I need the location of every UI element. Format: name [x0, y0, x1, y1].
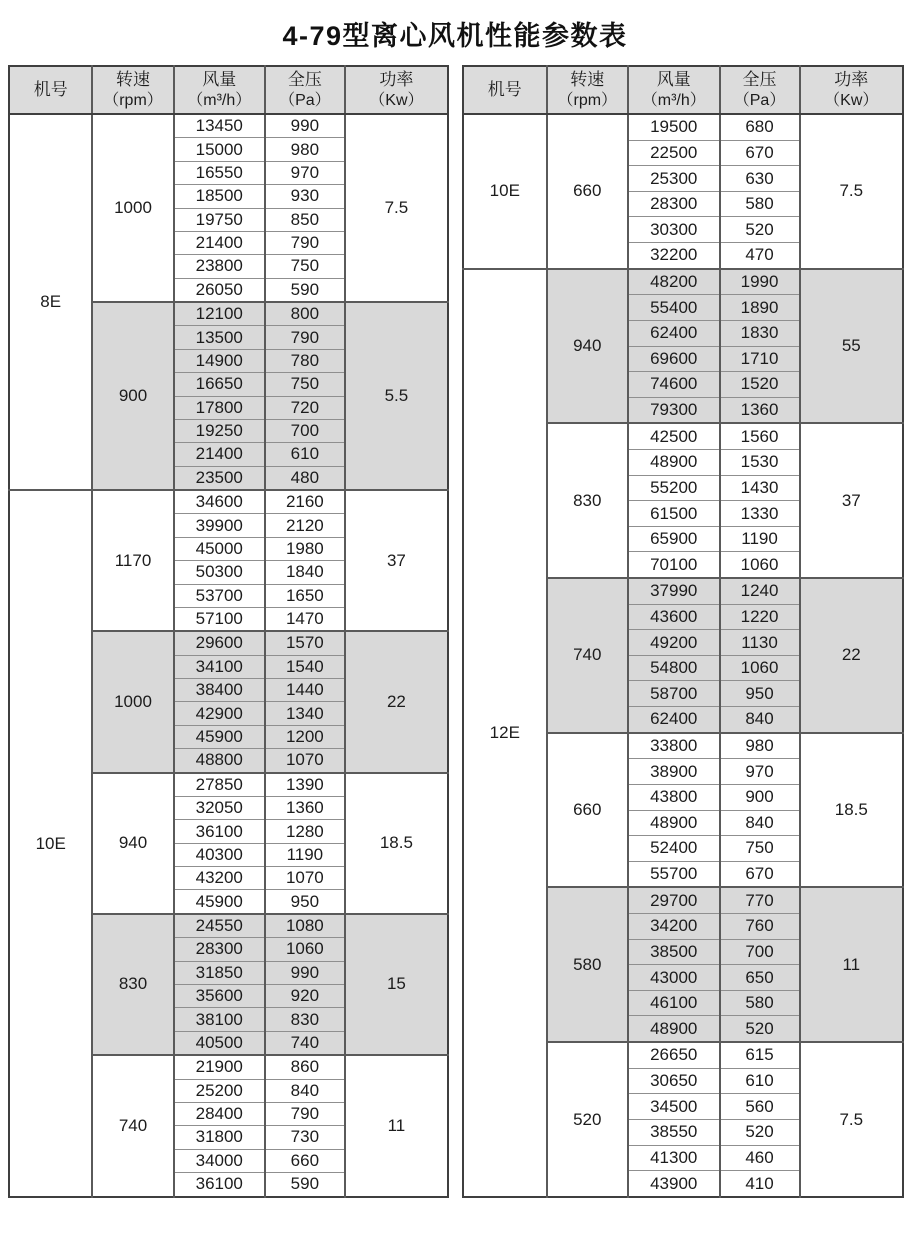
- pressure-cell: 580: [720, 990, 800, 1016]
- table-row: [9, 490, 448, 514]
- pressure-cell: 860: [265, 1055, 345, 1079]
- power-cell: 15: [345, 914, 448, 1055]
- rpm-cell: 660: [547, 114, 628, 269]
- flow-cell: 65900: [628, 526, 720, 552]
- pressure-cell: 520: [720, 1016, 800, 1042]
- flow-cell: 13450: [174, 114, 265, 138]
- pressure-cell: 1070: [265, 749, 345, 773]
- flow-cell: 38900: [628, 759, 720, 785]
- power-cell: 18.5: [345, 773, 448, 914]
- power-cell: 7.5: [345, 114, 448, 302]
- power-cell: 7.5: [800, 1042, 903, 1197]
- column-label: 转速: [116, 70, 150, 90]
- pressure-cell: 900: [720, 785, 800, 811]
- pressure-cell: 800: [265, 302, 345, 326]
- power-cell: 7.5: [800, 114, 903, 269]
- flow-cell: 38400: [174, 679, 265, 702]
- rpm-cell: 740: [92, 1055, 173, 1197]
- model-cell: 12E: [463, 269, 547, 1197]
- pressure-cell: 610: [265, 443, 345, 466]
- flow-cell: 16650: [174, 373, 265, 396]
- flow-cell: 36100: [174, 1172, 265, 1197]
- flow-cell: 34100: [174, 655, 265, 678]
- pressure-cell: 1190: [720, 526, 800, 552]
- flow-cell: 43000: [628, 965, 720, 991]
- column-unit: （rpm）: [103, 91, 163, 109]
- rpm-cell: 580: [547, 887, 628, 1042]
- model-cell: 10E: [463, 114, 547, 269]
- flow-cell: 48800: [174, 749, 265, 773]
- column-label: 功率: [834, 70, 869, 90]
- pressure-cell: 470: [720, 243, 800, 269]
- pressure-cell: 1190: [265, 843, 345, 866]
- pressure-cell: 650: [720, 965, 800, 991]
- pressure-cell: 980: [720, 733, 800, 759]
- page-title: 4-79型离心风机性能参数表: [282, 21, 628, 51]
- pressure-cell: 1520: [720, 372, 800, 398]
- flow-cell: 42900: [174, 702, 265, 725]
- flow-cell: 41300: [628, 1145, 720, 1171]
- flow-cell: 22500: [628, 140, 720, 166]
- column-label: 机号: [33, 79, 68, 99]
- column-label: 风量: [656, 70, 691, 90]
- flow-cell: 79300: [628, 397, 720, 423]
- power-cell: 22: [345, 631, 448, 772]
- flow-cell: 26650: [628, 1042, 720, 1068]
- rpm-cell: 1000: [92, 114, 173, 302]
- table-row: [463, 269, 903, 295]
- flow-cell: 27850: [174, 773, 265, 797]
- pressure-cell: 1560: [720, 423, 800, 449]
- pressure-cell: 1060: [720, 655, 800, 681]
- flow-cell: 30650: [628, 1068, 720, 1094]
- rpm-cell: 940: [92, 773, 173, 914]
- pressure-cell: 1280: [265, 820, 345, 843]
- flow-cell: 17800: [174, 396, 265, 419]
- rpm-cell: 740: [547, 578, 628, 733]
- pressure-cell: 2160: [265, 490, 345, 514]
- pressure-cell: 1440: [265, 679, 345, 702]
- flow-cell: 13500: [174, 326, 265, 349]
- pressure-cell: 1060: [265, 938, 345, 961]
- pressure-cell: 790: [265, 1102, 345, 1125]
- flow-cell: 26050: [174, 278, 265, 302]
- pressure-cell: 750: [265, 255, 345, 278]
- rpm-cell: 660: [547, 733, 628, 888]
- pressure-cell: 1890: [720, 295, 800, 321]
- pressure-cell: 1650: [265, 584, 345, 607]
- flow-cell: 45000: [174, 537, 265, 560]
- flow-cell: 12100: [174, 302, 265, 326]
- flow-cell: 23800: [174, 255, 265, 278]
- flow-cell: 38100: [174, 1008, 265, 1031]
- flow-cell: 69600: [628, 346, 720, 372]
- pressure-cell: 1840: [265, 561, 345, 584]
- fan-performance-table-right: [462, 65, 904, 1198]
- flow-cell: 36100: [174, 820, 265, 843]
- pressure-cell: 615: [720, 1042, 800, 1068]
- flow-cell: 40500: [174, 1031, 265, 1055]
- pressure-cell: 1570: [265, 631, 345, 655]
- flow-cell: 28300: [628, 191, 720, 217]
- header-row: [9, 66, 448, 114]
- flow-cell: 34600: [174, 490, 265, 514]
- flow-cell: 30300: [628, 217, 720, 243]
- pressure-cell: 980: [265, 138, 345, 161]
- pressure-cell: 750: [265, 373, 345, 396]
- pressure-cell: 1530: [720, 450, 800, 476]
- pressure-cell: 1980: [265, 537, 345, 560]
- flow-cell: 53700: [174, 584, 265, 607]
- flow-cell: 31800: [174, 1126, 265, 1149]
- pressure-cell: 950: [265, 890, 345, 914]
- column-unit: （Kw）: [369, 91, 424, 109]
- pressure-cell: 610: [720, 1068, 800, 1094]
- pressure-cell: 770: [720, 887, 800, 913]
- flow-cell: 42500: [628, 423, 720, 449]
- pressure-cell: 460: [720, 1145, 800, 1171]
- flow-cell: 46100: [628, 990, 720, 1016]
- flow-cell: 48900: [628, 450, 720, 476]
- flow-cell: 55700: [628, 861, 720, 887]
- column-header-pressure: [720, 66, 800, 114]
- flow-cell: 50300: [174, 561, 265, 584]
- pressure-cell: 1710: [720, 346, 800, 372]
- flow-cell: 43800: [628, 785, 720, 811]
- pressure-cell: 1330: [720, 501, 800, 527]
- pressure-cell: 790: [265, 326, 345, 349]
- pressure-cell: 590: [265, 278, 345, 302]
- rpm-cell: 900: [92, 302, 173, 490]
- flow-cell: 74600: [628, 372, 720, 398]
- flow-cell: 70100: [628, 552, 720, 578]
- flow-cell: 25200: [174, 1079, 265, 1102]
- power-cell: 11: [800, 887, 903, 1042]
- flow-cell: 62400: [628, 320, 720, 346]
- pressure-cell: 1060: [720, 552, 800, 578]
- column-header-power: [800, 66, 903, 114]
- rpm-cell: 1000: [92, 631, 173, 772]
- flow-cell: 48200: [628, 269, 720, 295]
- table-row: [9, 114, 448, 138]
- column-label: 功率: [379, 70, 414, 90]
- power-cell: 5.5: [345, 302, 448, 490]
- flow-cell: 14900: [174, 349, 265, 372]
- flow-cell: 55400: [628, 295, 720, 321]
- flow-cell: 24550: [174, 914, 265, 938]
- pressure-cell: 930: [265, 185, 345, 208]
- pressure-cell: 1080: [265, 914, 345, 938]
- pressure-cell: 1540: [265, 655, 345, 678]
- column-label: 风量: [202, 70, 237, 90]
- pressure-cell: 720: [265, 396, 345, 419]
- pressure-cell: 520: [720, 217, 800, 243]
- power-cell: 22: [800, 578, 903, 733]
- column-label: 全压: [287, 70, 322, 90]
- pressure-cell: 950: [720, 681, 800, 707]
- header-row: [463, 66, 903, 114]
- pressure-cell: 850: [265, 208, 345, 231]
- flow-cell: 58700: [628, 681, 720, 707]
- flow-cell: 38550: [628, 1119, 720, 1145]
- pressure-cell: 700: [720, 939, 800, 965]
- table-row: [463, 114, 903, 140]
- pressure-cell: 1360: [265, 796, 345, 819]
- flow-cell: 19750: [174, 208, 265, 231]
- flow-cell: 28300: [174, 938, 265, 961]
- rpm-cell: 830: [547, 423, 628, 578]
- pressure-cell: 840: [720, 810, 800, 836]
- flow-cell: 57100: [174, 607, 265, 631]
- pressure-cell: 700: [265, 419, 345, 442]
- flow-cell: 55200: [628, 475, 720, 501]
- column-header-power: [345, 66, 448, 114]
- flow-cell: 21900: [174, 1055, 265, 1079]
- pressure-cell: 1240: [720, 578, 800, 604]
- power-cell: 55: [800, 269, 903, 424]
- pressure-cell: 990: [265, 961, 345, 984]
- column-unit: （Kw）: [824, 91, 879, 109]
- power-cell: 18.5: [800, 733, 903, 888]
- column-header-model: [463, 66, 547, 114]
- flow-cell: 31850: [174, 961, 265, 984]
- pressure-cell: 560: [720, 1094, 800, 1120]
- flow-cell: 21400: [174, 231, 265, 254]
- flow-cell: 34500: [628, 1094, 720, 1120]
- rpm-cell: 940: [547, 269, 628, 424]
- column-unit: （Pa）: [733, 91, 786, 109]
- flow-cell: 28400: [174, 1102, 265, 1125]
- flow-cell: 40300: [174, 843, 265, 866]
- pressure-cell: 660: [265, 1149, 345, 1172]
- pressure-cell: 920: [265, 984, 345, 1007]
- flow-cell: 25300: [628, 166, 720, 192]
- pressure-cell: 1340: [265, 702, 345, 725]
- pressure-cell: 480: [265, 466, 345, 490]
- pressure-cell: 1200: [265, 725, 345, 748]
- power-cell: 11: [345, 1055, 448, 1197]
- pressure-cell: 970: [720, 759, 800, 785]
- rpm-cell: 1170: [92, 490, 173, 631]
- pressure-cell: 750: [720, 836, 800, 862]
- flow-cell: 32050: [174, 796, 265, 819]
- flow-cell: 48900: [628, 1016, 720, 1042]
- pressure-cell: 1390: [265, 773, 345, 797]
- rpm-cell: 520: [547, 1042, 628, 1197]
- flow-cell: 29700: [628, 887, 720, 913]
- column-label: 转速: [570, 70, 605, 90]
- pressure-cell: 780: [265, 349, 345, 372]
- column-label: 机号: [487, 79, 522, 99]
- fan-performance-table-left: [8, 65, 449, 1198]
- flow-cell: 18500: [174, 185, 265, 208]
- pressure-cell: 1220: [720, 604, 800, 630]
- power-cell: 37: [345, 490, 448, 631]
- pressure-cell: 790: [265, 231, 345, 254]
- column-unit: （m³/h）: [641, 91, 706, 109]
- column-header-model: [9, 66, 92, 114]
- pressure-cell: 740: [265, 1031, 345, 1055]
- column-unit: （m³/h）: [187, 91, 252, 109]
- pressure-cell: 1360: [720, 397, 800, 423]
- model-cell: 8E: [9, 114, 92, 490]
- pressure-cell: 2120: [265, 514, 345, 537]
- flow-cell: 23500: [174, 466, 265, 490]
- pressure-cell: 1130: [720, 630, 800, 656]
- column-unit: （Pa）: [279, 91, 331, 109]
- pressure-cell: 680: [720, 114, 800, 140]
- flow-cell: 19250: [174, 419, 265, 442]
- rpm-cell: 830: [92, 914, 173, 1055]
- flow-cell: 37990: [628, 578, 720, 604]
- flow-cell: 21400: [174, 443, 265, 466]
- flow-cell: 43200: [174, 867, 265, 890]
- flow-cell: 38500: [628, 939, 720, 965]
- pressure-cell: 1830: [720, 320, 800, 346]
- pressure-cell: 1430: [720, 475, 800, 501]
- pressure-cell: 730: [265, 1126, 345, 1149]
- pressure-cell: 520: [720, 1119, 800, 1145]
- flow-cell: 54800: [628, 655, 720, 681]
- pressure-cell: 590: [265, 1172, 345, 1197]
- flow-cell: 43900: [628, 1171, 720, 1197]
- flow-cell: 45900: [174, 890, 265, 914]
- flow-cell: 34200: [628, 914, 720, 940]
- flow-cell: 15000: [174, 138, 265, 161]
- column-header-rpm: [547, 66, 628, 114]
- pressure-cell: 830: [265, 1008, 345, 1031]
- pressure-cell: 580: [720, 191, 800, 217]
- column-unit: （rpm）: [557, 91, 618, 109]
- flow-cell: 61500: [628, 501, 720, 527]
- column-label: 全压: [742, 70, 777, 90]
- column-header-rpm: [92, 66, 173, 114]
- pressure-cell: 840: [720, 707, 800, 733]
- flow-cell: 19500: [628, 114, 720, 140]
- flow-cell: 43600: [628, 604, 720, 630]
- column-header-pressure: [265, 66, 345, 114]
- flow-cell: 48900: [628, 810, 720, 836]
- flow-cell: 33800: [628, 733, 720, 759]
- flow-cell: 29600: [174, 631, 265, 655]
- flow-cell: 39900: [174, 514, 265, 537]
- flow-cell: 16550: [174, 161, 265, 184]
- column-header-flow: [628, 66, 720, 114]
- pressure-cell: 1990: [720, 269, 800, 295]
- pressure-cell: 1070: [265, 867, 345, 890]
- flow-cell: 35600: [174, 984, 265, 1007]
- pressure-cell: 630: [720, 166, 800, 192]
- pressure-cell: 1470: [265, 607, 345, 631]
- flow-cell: 62400: [628, 707, 720, 733]
- pressure-cell: 670: [720, 140, 800, 166]
- model-cell: 10E: [9, 490, 92, 1197]
- flow-cell: 32200: [628, 243, 720, 269]
- column-header-flow: [174, 66, 265, 114]
- flow-cell: 49200: [628, 630, 720, 656]
- pressure-cell: 840: [265, 1079, 345, 1102]
- flow-cell: 45900: [174, 725, 265, 748]
- pressure-cell: 760: [720, 914, 800, 940]
- flow-cell: 34000: [174, 1149, 265, 1172]
- pressure-cell: 990: [265, 114, 345, 138]
- power-cell: 37: [800, 423, 903, 578]
- pressure-cell: 670: [720, 861, 800, 887]
- pressure-cell: 970: [265, 161, 345, 184]
- flow-cell: 52400: [628, 836, 720, 862]
- pressure-cell: 410: [720, 1171, 800, 1197]
